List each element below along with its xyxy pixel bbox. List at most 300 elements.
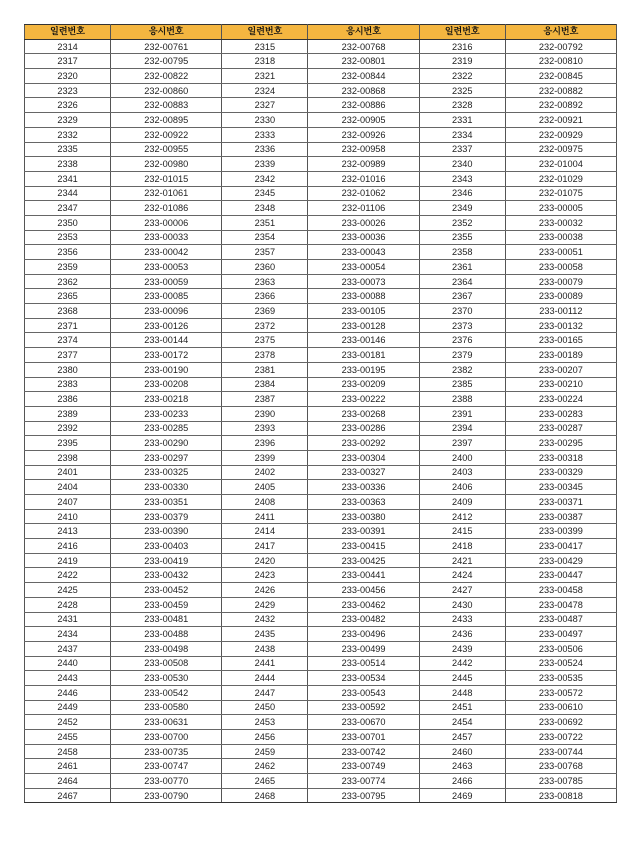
serial-number-cell: 2452	[25, 715, 111, 730]
serial-number-cell: 2361	[419, 260, 505, 275]
serial-number-cell: 2442	[419, 656, 505, 671]
table-row	[25, 186, 617, 201]
exam-number-cell: 232-00926	[308, 127, 419, 142]
serial-number-cell: 2330	[222, 113, 308, 128]
exam-number-cell: 233-00363	[308, 495, 419, 510]
table-row	[25, 774, 617, 789]
serial-number-cell: 2392	[25, 421, 111, 436]
serial-number-cell: 2349	[419, 201, 505, 216]
table-row	[25, 201, 617, 216]
exam-number-cell: 232-01061	[111, 186, 222, 201]
table-row	[25, 612, 617, 627]
exam-number-cell: 233-00482	[308, 612, 419, 627]
table-row	[25, 759, 617, 774]
serial-number-cell: 2440	[25, 656, 111, 671]
table-row	[25, 289, 617, 304]
serial-number-cell: 2359	[25, 260, 111, 275]
exam-number-cell: 232-00892	[505, 98, 616, 113]
exam-number-cell: 233-00172	[111, 348, 222, 363]
serial-number-cell: 2345	[222, 186, 308, 201]
serial-number-cell: 2444	[222, 671, 308, 686]
exam-number-cell: 233-00330	[111, 480, 222, 495]
exam-number-cell: 233-00417	[505, 539, 616, 554]
serial-number-cell: 2454	[419, 715, 505, 730]
exam-number-cell: 233-00189	[505, 348, 616, 363]
serial-number-cell: 2366	[222, 289, 308, 304]
exam-number-cell: 232-00989	[308, 157, 419, 172]
serial-number-cell: 2446	[25, 685, 111, 700]
serial-number-cell: 2347	[25, 201, 111, 216]
serial-number-cell: 2365	[25, 289, 111, 304]
serial-number-cell: 2377	[25, 348, 111, 363]
exam-number-cell: 232-00882	[505, 83, 616, 98]
exam-number-header: 응시번호	[111, 25, 222, 40]
exam-number-cell: 233-00425	[308, 553, 419, 568]
exam-number-cell: 233-00210	[505, 377, 616, 392]
exam-number-cell: 233-00290	[111, 436, 222, 451]
table-row	[25, 744, 617, 759]
exam-number-cell: 233-00038	[505, 230, 616, 245]
table-row	[25, 656, 617, 671]
serial-number-cell: 2333	[222, 127, 308, 142]
serial-number-cell: 2391	[419, 406, 505, 421]
exam-number-cell: 232-01086	[111, 201, 222, 216]
table-row	[25, 260, 617, 275]
serial-number-cell: 2435	[222, 627, 308, 642]
exam-number-cell: 233-00497	[505, 627, 616, 642]
serial-number-cell: 2450	[222, 700, 308, 715]
serial-number-header: 일련번호	[222, 25, 308, 40]
exam-number-cell: 233-00462	[308, 597, 419, 612]
serial-number-cell: 2448	[419, 685, 505, 700]
serial-number-cell: 2397	[419, 436, 505, 451]
serial-number-cell: 2318	[222, 54, 308, 69]
exam-number-cell: 233-00379	[111, 509, 222, 524]
serial-number-cell: 2426	[222, 583, 308, 598]
serial-number-cell: 2427	[419, 583, 505, 598]
exam-number-cell: 232-00845	[505, 69, 616, 84]
serial-number-cell: 2326	[25, 98, 111, 113]
serial-number-cell: 2325	[419, 83, 505, 98]
table-row	[25, 685, 617, 700]
exam-number-cell: 233-00318	[505, 450, 616, 465]
serial-number-cell: 2358	[419, 245, 505, 260]
exam-number-cell: 232-00792	[505, 39, 616, 54]
serial-number-cell: 2398	[25, 450, 111, 465]
exam-number-cell: 233-00283	[505, 406, 616, 421]
exam-number-cell: 232-00868	[308, 83, 419, 98]
serial-number-cell: 2400	[419, 450, 505, 465]
exam-number-cell: 233-00478	[505, 597, 616, 612]
serial-number-cell: 2416	[25, 539, 111, 554]
serial-number-cell: 2457	[419, 730, 505, 745]
exam-number-cell: 233-00795	[308, 788, 419, 803]
exam-number-cell: 233-00295	[505, 436, 616, 451]
serial-number-cell: 2364	[419, 274, 505, 289]
exam-number-cell: 233-00079	[505, 274, 616, 289]
serial-number-cell: 2438	[222, 641, 308, 656]
exam-number-cell: 233-00415	[308, 539, 419, 554]
exam-number-cell: 233-00458	[505, 583, 616, 598]
exam-number-cell: 233-00042	[111, 245, 222, 260]
exam-number-cell: 233-00351	[111, 495, 222, 510]
exam-number-cell: 232-00822	[111, 69, 222, 84]
exam-number-cell: 232-00761	[111, 39, 222, 54]
serial-number-cell: 2467	[25, 788, 111, 803]
serial-number-cell: 2451	[419, 700, 505, 715]
serial-number-cell: 2394	[419, 421, 505, 436]
serial-number-cell: 2389	[25, 406, 111, 421]
serial-number-cell: 2371	[25, 318, 111, 333]
exam-number-cell: 232-01004	[505, 157, 616, 172]
table-row	[25, 553, 617, 568]
serial-number-cell: 2343	[419, 171, 505, 186]
exam-number-cell: 233-00033	[111, 230, 222, 245]
exam-number-cell: 232-00844	[308, 69, 419, 84]
exam-number-cell: 233-00088	[308, 289, 419, 304]
exam-number-cell: 233-00399	[505, 524, 616, 539]
exam-number-cell: 233-00631	[111, 715, 222, 730]
exam-number-cell: 233-00053	[111, 260, 222, 275]
table-row	[25, 450, 617, 465]
exam-number-cell: 233-00026	[308, 215, 419, 230]
table-row	[25, 568, 617, 583]
exam-number-cell: 233-00112	[505, 304, 616, 319]
serial-number-cell: 2404	[25, 480, 111, 495]
serial-number-cell: 2399	[222, 450, 308, 465]
exam-number-cell: 233-00005	[505, 201, 616, 216]
exam-number-cell: 233-00403	[111, 539, 222, 554]
exam-number-table	[24, 24, 617, 803]
table-row	[25, 421, 617, 436]
serial-number-cell: 2376	[419, 333, 505, 348]
exam-number-cell: 233-00329	[505, 465, 616, 480]
serial-number-cell: 2420	[222, 553, 308, 568]
exam-number-cell: 233-00524	[505, 656, 616, 671]
table-row	[25, 671, 617, 686]
table-row	[25, 641, 617, 656]
serial-number-cell: 2341	[25, 171, 111, 186]
serial-number-cell: 2385	[419, 377, 505, 392]
serial-number-cell: 2431	[25, 612, 111, 627]
exam-number-cell: 233-00006	[111, 215, 222, 230]
exam-number-cell: 233-00572	[505, 685, 616, 700]
exam-number-cell: 233-00345	[505, 480, 616, 495]
serial-number-cell: 2315	[222, 39, 308, 54]
exam-number-cell: 233-00535	[505, 671, 616, 686]
serial-number-cell: 2321	[222, 69, 308, 84]
serial-number-cell: 2368	[25, 304, 111, 319]
serial-number-cell: 2378	[222, 348, 308, 363]
exam-number-cell: 233-00580	[111, 700, 222, 715]
serial-number-cell: 2458	[25, 744, 111, 759]
serial-number-cell: 2401	[25, 465, 111, 480]
serial-number-cell: 2453	[222, 715, 308, 730]
exam-number-cell: 233-00304	[308, 450, 419, 465]
table-row	[25, 627, 617, 642]
serial-number-cell: 2360	[222, 260, 308, 275]
exam-number-cell: 233-00487	[505, 612, 616, 627]
serial-number-cell: 2443	[25, 671, 111, 686]
exam-number-cell: 233-00499	[308, 641, 419, 656]
exam-number-cell: 233-00447	[505, 568, 616, 583]
serial-number-header: 일련번호	[419, 25, 505, 40]
exam-number-cell: 233-00530	[111, 671, 222, 686]
serial-number-cell: 2406	[419, 480, 505, 495]
serial-number-cell: 2339	[222, 157, 308, 172]
table-row	[25, 715, 617, 730]
serial-number-cell: 2434	[25, 627, 111, 642]
exam-number-cell: 233-00747	[111, 759, 222, 774]
serial-number-cell: 2348	[222, 201, 308, 216]
serial-number-cell: 2439	[419, 641, 505, 656]
serial-number-cell: 2436	[419, 627, 505, 642]
serial-number-cell: 2456	[222, 730, 308, 745]
serial-number-cell: 2323	[25, 83, 111, 98]
exam-number-cell: 233-00534	[308, 671, 419, 686]
exam-number-cell: 232-00929	[505, 127, 616, 142]
serial-number-cell: 2461	[25, 759, 111, 774]
serial-number-cell: 2430	[419, 597, 505, 612]
exam-number-cell: 233-00268	[308, 406, 419, 421]
table-row	[25, 788, 617, 803]
table-row	[25, 465, 617, 480]
exam-number-cell: 233-00287	[505, 421, 616, 436]
exam-number-cell: 233-00126	[111, 318, 222, 333]
serial-number-cell: 2395	[25, 436, 111, 451]
exam-number-cell: 233-00744	[505, 744, 616, 759]
serial-number-cell: 2419	[25, 553, 111, 568]
exam-number-cell: 233-00207	[505, 362, 616, 377]
table-row	[25, 98, 617, 113]
exam-number-cell: 232-01062	[308, 186, 419, 201]
exam-number-cell: 232-00958	[308, 142, 419, 157]
serial-number-cell: 2357	[222, 245, 308, 260]
exam-number-cell: 233-00700	[111, 730, 222, 745]
serial-number-header: 일련번호	[25, 25, 111, 40]
exam-number-cell: 233-00496	[308, 627, 419, 642]
serial-number-cell: 2414	[222, 524, 308, 539]
table-row	[25, 524, 617, 539]
exam-number-cell: 233-00785	[505, 774, 616, 789]
serial-number-cell: 2337	[419, 142, 505, 157]
serial-number-cell: 2374	[25, 333, 111, 348]
exam-number-cell: 233-00543	[308, 685, 419, 700]
serial-number-cell: 2354	[222, 230, 308, 245]
exam-number-cell: 233-00610	[505, 700, 616, 715]
serial-number-cell: 2410	[25, 509, 111, 524]
table-row	[25, 730, 617, 745]
serial-number-cell: 2459	[222, 744, 308, 759]
serial-number-cell: 2370	[419, 304, 505, 319]
exam-number-cell: 233-00089	[505, 289, 616, 304]
exam-number-cell: 233-00190	[111, 362, 222, 377]
table-row	[25, 83, 617, 98]
serial-number-cell: 2408	[222, 495, 308, 510]
table-row	[25, 113, 617, 128]
exam-number-cell: 233-00722	[505, 730, 616, 745]
exam-number-cell: 232-01015	[111, 171, 222, 186]
table-row	[25, 274, 617, 289]
serial-number-cell: 2433	[419, 612, 505, 627]
table-row	[25, 333, 617, 348]
serial-number-cell: 2382	[419, 362, 505, 377]
serial-number-cell: 2342	[222, 171, 308, 186]
exam-number-cell: 233-00336	[308, 480, 419, 495]
table-row	[25, 318, 617, 333]
exam-number-cell: 233-00391	[308, 524, 419, 539]
exam-number-cell: 233-00506	[505, 641, 616, 656]
exam-number-cell: 233-00297	[111, 450, 222, 465]
exam-number-cell: 233-00165	[505, 333, 616, 348]
serial-number-cell: 2415	[419, 524, 505, 539]
exam-number-cell: 233-00327	[308, 465, 419, 480]
table-row	[25, 480, 617, 495]
exam-number-cell: 233-00456	[308, 583, 419, 598]
exam-number-cell: 233-00749	[308, 759, 419, 774]
serial-number-cell: 2379	[419, 348, 505, 363]
serial-number-cell: 2388	[419, 392, 505, 407]
table-row	[25, 245, 617, 260]
exam-number-cell: 232-00768	[308, 39, 419, 54]
serial-number-cell: 2384	[222, 377, 308, 392]
exam-number-cell: 233-00701	[308, 730, 419, 745]
exam-number-cell: 233-00742	[308, 744, 419, 759]
exam-number-cell: 233-00592	[308, 700, 419, 715]
exam-number-cell: 233-00233	[111, 406, 222, 421]
serial-number-cell: 2455	[25, 730, 111, 745]
serial-number-cell: 2351	[222, 215, 308, 230]
serial-number-cell: 2445	[419, 671, 505, 686]
serial-number-cell: 2346	[419, 186, 505, 201]
exam-number-cell: 233-00488	[111, 627, 222, 642]
serial-number-cell: 2372	[222, 318, 308, 333]
serial-number-cell: 2363	[222, 274, 308, 289]
exam-number-cell: 233-00325	[111, 465, 222, 480]
exam-number-sheet	[24, 24, 617, 803]
serial-number-cell: 2466	[419, 774, 505, 789]
serial-number-cell: 2413	[25, 524, 111, 539]
table-row	[25, 69, 617, 84]
serial-number-cell: 2336	[222, 142, 308, 157]
exam-number-cell: 233-00032	[505, 215, 616, 230]
exam-number-cell: 233-00459	[111, 597, 222, 612]
exam-number-header: 응시번호	[308, 25, 419, 40]
serial-number-cell: 2432	[222, 612, 308, 627]
exam-number-cell: 233-00508	[111, 656, 222, 671]
serial-number-cell: 2421	[419, 553, 505, 568]
table-row	[25, 157, 617, 172]
serial-number-cell: 2409	[419, 495, 505, 510]
exam-number-cell: 233-00144	[111, 333, 222, 348]
serial-number-cell: 2355	[419, 230, 505, 245]
serial-number-cell: 2322	[419, 69, 505, 84]
serial-number-cell: 2412	[419, 509, 505, 524]
serial-number-cell: 2383	[25, 377, 111, 392]
exam-number-cell: 233-00195	[308, 362, 419, 377]
exam-number-cell: 233-00429	[505, 553, 616, 568]
table-row	[25, 142, 617, 157]
exam-number-cell: 233-00498	[111, 641, 222, 656]
serial-number-cell: 2469	[419, 788, 505, 803]
serial-number-cell: 2390	[222, 406, 308, 421]
exam-number-cell: 233-00770	[111, 774, 222, 789]
exam-number-cell: 233-00542	[111, 685, 222, 700]
exam-number-cell: 233-00208	[111, 377, 222, 392]
exam-number-cell: 233-00286	[308, 421, 419, 436]
table-body	[25, 39, 617, 803]
exam-number-cell: 232-01029	[505, 171, 616, 186]
serial-number-cell: 2422	[25, 568, 111, 583]
serial-number-cell: 2353	[25, 230, 111, 245]
table-row	[25, 377, 617, 392]
table-row	[25, 583, 617, 598]
table-row	[25, 215, 617, 230]
exam-number-cell: 233-00059	[111, 274, 222, 289]
serial-number-cell: 2447	[222, 685, 308, 700]
exam-number-cell: 233-00218	[111, 392, 222, 407]
serial-number-cell: 2340	[419, 157, 505, 172]
exam-number-cell: 233-00670	[308, 715, 419, 730]
serial-number-cell: 2334	[419, 127, 505, 142]
serial-number-cell: 2417	[222, 539, 308, 554]
table-header-row	[25, 25, 617, 40]
serial-number-cell: 2429	[222, 597, 308, 612]
exam-number-cell: 233-00073	[308, 274, 419, 289]
table-row	[25, 54, 617, 69]
exam-number-cell: 233-00181	[308, 348, 419, 363]
exam-number-cell: 232-01016	[308, 171, 419, 186]
exam-number-cell: 232-00801	[308, 54, 419, 69]
exam-number-cell: 233-00774	[308, 774, 419, 789]
serial-number-cell: 2462	[222, 759, 308, 774]
exam-number-cell: 233-00419	[111, 553, 222, 568]
serial-number-cell: 2387	[222, 392, 308, 407]
exam-number-cell: 232-00955	[111, 142, 222, 157]
table-row	[25, 436, 617, 451]
exam-number-cell: 233-00128	[308, 318, 419, 333]
serial-number-cell: 2460	[419, 744, 505, 759]
serial-number-cell: 2411	[222, 509, 308, 524]
exam-number-cell: 233-00452	[111, 583, 222, 598]
serial-number-cell: 2468	[222, 788, 308, 803]
serial-number-cell: 2367	[419, 289, 505, 304]
exam-number-cell: 233-00481	[111, 612, 222, 627]
serial-number-cell: 2344	[25, 186, 111, 201]
exam-number-cell: 233-00209	[308, 377, 419, 392]
exam-number-cell: 232-00975	[505, 142, 616, 157]
exam-number-cell: 233-00441	[308, 568, 419, 583]
table-row	[25, 539, 617, 554]
serial-number-cell: 2393	[222, 421, 308, 436]
exam-number-cell: 233-00292	[308, 436, 419, 451]
exam-number-cell: 233-00085	[111, 289, 222, 304]
serial-number-cell: 2320	[25, 69, 111, 84]
serial-number-cell: 2403	[419, 465, 505, 480]
exam-number-cell: 233-00132	[505, 318, 616, 333]
serial-number-cell: 2352	[419, 215, 505, 230]
exam-number-cell: 232-00860	[111, 83, 222, 98]
table-row	[25, 700, 617, 715]
serial-number-cell: 2428	[25, 597, 111, 612]
exam-number-cell: 233-00096	[111, 304, 222, 319]
serial-number-cell: 2441	[222, 656, 308, 671]
exam-number-header: 응시번호	[505, 25, 616, 40]
serial-number-cell: 2314	[25, 39, 111, 54]
serial-number-cell: 2423	[222, 568, 308, 583]
serial-number-cell: 2356	[25, 245, 111, 260]
table-row	[25, 509, 617, 524]
